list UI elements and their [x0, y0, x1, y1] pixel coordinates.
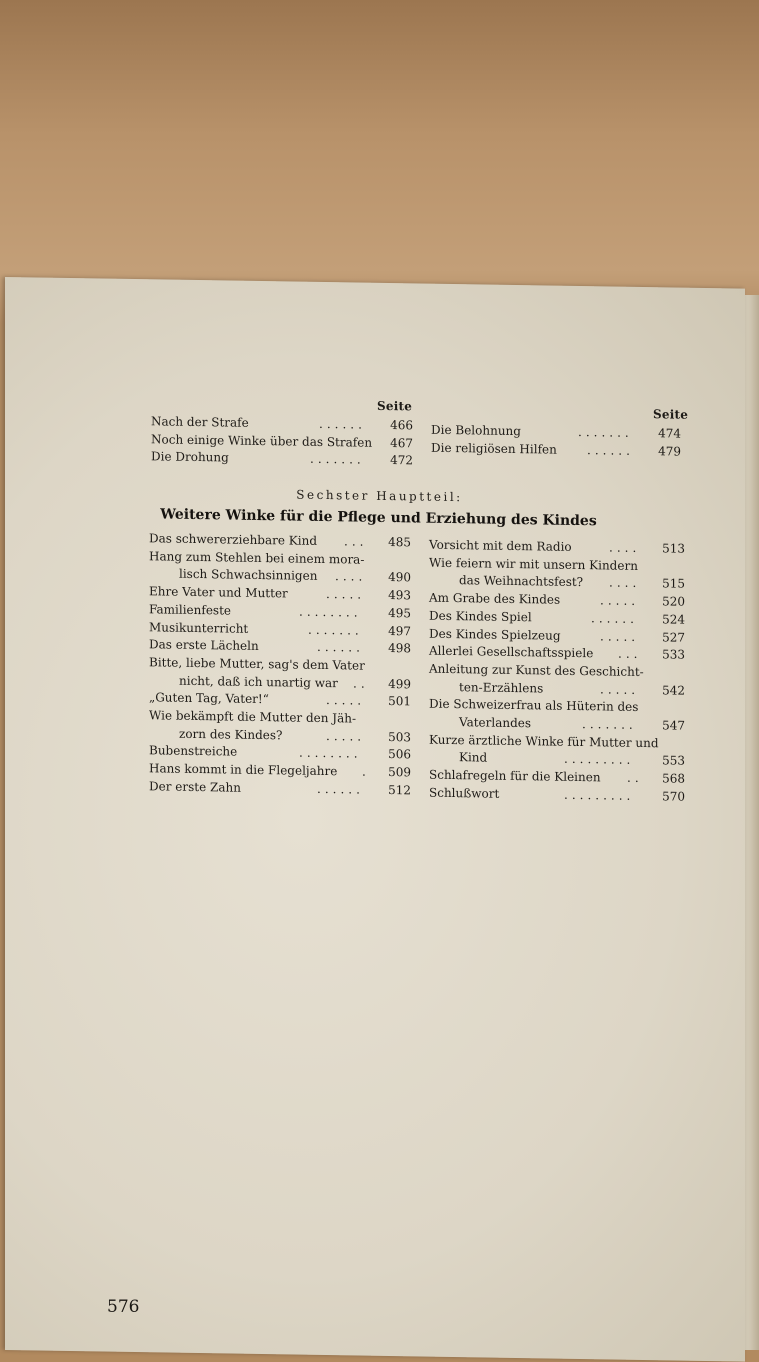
- toc-entry-title: Ehre Vater und Mutter: [149, 584, 288, 601]
- toc-entry-page-number: 547: [662, 718, 685, 733]
- toc-entry-page-number: 495: [388, 605, 411, 621]
- toc-leader-dots: .......: [578, 425, 633, 440]
- toc-entry: [149, 584, 411, 604]
- toc-entry-page-number: 520: [662, 594, 685, 609]
- toc-entry: [429, 555, 685, 575]
- toc-entry-page-number: 515: [662, 576, 685, 592]
- toc-entry-page-number: 533: [662, 647, 685, 662]
- toc-entry-title: Wie feiern wir mit unsern Kindern: [429, 555, 638, 573]
- toc-entry: [429, 715, 685, 735]
- toc-leader-dots: ....: [335, 569, 367, 585]
- toc-entry: [149, 691, 411, 711]
- toc-entry-page-number: 506: [388, 747, 411, 762]
- toc-entry-page-number: 524: [662, 612, 685, 627]
- toc-entry: [151, 432, 413, 452]
- toc-entry: [149, 549, 411, 569]
- toc-entry-page-number: 553: [662, 753, 685, 769]
- toc-entry: [149, 744, 411, 764]
- toc-entry-title: Der erste Zahn: [149, 779, 241, 795]
- toc-entry-page-number: 479: [658, 443, 681, 459]
- toc-entry-title: Das erste Lächeln: [149, 637, 259, 654]
- toc-leader-dots: ......: [317, 781, 364, 797]
- toc-entry-title: Noch einige Winke über das Strafen: [151, 431, 373, 450]
- toc-leader-dots: ......: [587, 442, 634, 458]
- toc-entry-page-number: 503: [388, 729, 411, 745]
- toc-leader-dots: .........: [564, 752, 635, 768]
- toc-entry-title: Das schwererziehbare Kind: [149, 531, 317, 548]
- toc-entry-title: Familienfeste: [149, 602, 232, 618]
- toc-entry-page-number: 485: [388, 535, 411, 550]
- toc-entry-title: Bitte, liebe Mutter, sag's dem Vater: [149, 655, 365, 673]
- toc-entry: [429, 608, 685, 628]
- toc-entry-page-number: 512: [388, 782, 411, 798]
- toc-entry-title: Die Belohnung: [431, 422, 521, 439]
- toc-entry: [429, 679, 685, 699]
- toc-entry: [149, 673, 411, 693]
- toc-entry-title: lisch Schwachsinnigen: [179, 567, 318, 584]
- toc-leader-dots: ......: [591, 611, 638, 626]
- toc-entry-title: Die Drohung: [151, 449, 229, 465]
- toc-entry: [149, 620, 411, 640]
- toc-entry: [429, 732, 685, 752]
- toc-entry-title: Allerlei Gesellschaftsspiele: [429, 643, 594, 661]
- toc-leader-dots: ........: [299, 746, 362, 761]
- toc-entry: [429, 538, 685, 558]
- toc-entry: [149, 655, 411, 675]
- toc-leader-dots: ......: [319, 416, 366, 432]
- toc-entry-title: Schlafregeln für die Kleinen: [429, 767, 601, 785]
- toc-leader-dots: .....: [326, 728, 366, 744]
- toc-entry-page-number: 513: [662, 541, 685, 556]
- book-page: [5, 277, 745, 1362]
- toc-entry-page-number: 542: [662, 682, 685, 698]
- toc-leader-dots: .....: [326, 693, 366, 708]
- toc-leader-dots: .........: [564, 787, 635, 803]
- toc-entry-title: Die Schweizerfrau als Hüterin des: [429, 696, 639, 715]
- toc-entry-title: „Guten Tag, Vater!“: [149, 690, 269, 707]
- toc-leader-dots: .......: [310, 451, 365, 467]
- toc-entry-page-number: 472: [390, 453, 413, 468]
- toc-entry-title: Schlußwort: [429, 785, 500, 801]
- toc-entry-page-number: 509: [388, 765, 411, 780]
- toc-entry-title: das Weihnachtsfest?: [459, 573, 584, 590]
- toc-entry: [429, 573, 685, 593]
- toc-leader-dots: .....: [600, 681, 640, 697]
- page-number: 576: [107, 1297, 140, 1317]
- toc-entry: [431, 440, 681, 460]
- toc-leader-dots: ..: [627, 770, 643, 786]
- toc-entry-page-number: 490: [388, 570, 411, 585]
- toc-entry-title: Kurze ärztliche Winke für Mutter und: [429, 732, 659, 750]
- toc-entry-page-number: 497: [388, 623, 411, 638]
- toc-entry-page-number: 568: [662, 771, 685, 786]
- toc-entry-page-number: 499: [388, 676, 411, 691]
- toc-leader-dots: .......: [582, 717, 637, 732]
- toc-leader-dots: ........: [299, 604, 362, 620]
- toc-leader-dots: .......: [308, 622, 363, 638]
- toc-entry: [429, 768, 685, 788]
- toc-leader-dots: ....: [609, 540, 641, 555]
- toc-entry-page-number: 527: [662, 629, 685, 645]
- toc-entry-page-number: 498: [388, 641, 411, 656]
- toc-entry: [149, 567, 411, 587]
- toc-entry-page-number: 467: [390, 435, 413, 450]
- toc-leader-dots: ......: [317, 640, 364, 655]
- toc-entry: [149, 531, 411, 551]
- toc-entry-title: Die religiösen Hilfen: [431, 440, 557, 457]
- toc-entry: [431, 423, 681, 443]
- toc-entry-title: Hans kommt in die Flegeljahre: [149, 761, 338, 779]
- toc-entry: [151, 414, 413, 434]
- toc-leader-dots: ..: [353, 676, 369, 691]
- toc-leader-dots: ...: [344, 534, 368, 549]
- toc-entry-page-number: 501: [388, 694, 411, 709]
- toc-entry-page-number: 474: [658, 426, 681, 441]
- toc-entry-title: Vaterlandes: [459, 715, 532, 731]
- toc-entry: [149, 708, 411, 728]
- toc-leader-dots: .: [362, 764, 370, 779]
- column-header-left: Seite: [377, 398, 413, 414]
- toc-entry-title: zorn des Kindes?: [179, 726, 283, 743]
- toc-entry-page-number: 466: [390, 418, 413, 433]
- toc-entry: [429, 662, 685, 682]
- toc-entry-title: Musikunterricht: [149, 619, 249, 636]
- toc-leader-dots: ...: [618, 646, 642, 662]
- toc-entry: [149, 761, 411, 781]
- toc-entry-title: Des Kindes Spiel: [429, 608, 532, 625]
- toc-leader-dots: .....: [326, 587, 366, 602]
- toc-entry-title: Hang zum Stehlen bei einem mora-: [149, 548, 365, 567]
- toc-entry-title: Vorsicht mit dem Radio: [429, 537, 572, 554]
- toc-entry: [149, 779, 411, 799]
- toc-entry-title: nicht, daß ich unartig war: [179, 673, 338, 690]
- toc-entry-title: Bubenstreiche: [149, 743, 238, 760]
- toc-entry-page-number: 570: [662, 789, 685, 804]
- section-title: Weitere Winke für die Pflege und Erziehung des Kindes: [160, 506, 597, 530]
- toc-entry: [149, 637, 411, 657]
- toc-entry: [429, 644, 685, 664]
- toc-entry-title: ten-Erzählens: [459, 679, 544, 696]
- toc-entry: [429, 591, 685, 611]
- toc-entry-title: Am Grabe des Kindes: [429, 590, 561, 607]
- column-header-right: Seite: [653, 407, 689, 422]
- toc-entry: [429, 750, 685, 770]
- toc-entry-title: Anleitung zur Kunst des Geschicht-: [429, 661, 644, 679]
- toc-leader-dots: ....: [609, 575, 641, 591]
- toc-entry: [149, 602, 411, 622]
- toc-entry-title: Wie bekämpft die Mutter den Jäh-: [149, 708, 357, 726]
- toc-entry-title: Nach der Strafe: [151, 414, 249, 430]
- toc-entry: [429, 785, 685, 805]
- part-heading: Sechster Hauptteil:: [296, 487, 463, 505]
- toc-entry: [429, 697, 685, 717]
- toc-entry-title: Des Kindes Spielzeug: [429, 626, 561, 643]
- toc-entry: [429, 626, 685, 646]
- toc-leader-dots: .....: [600, 628, 640, 644]
- toc-leader-dots: .....: [600, 593, 640, 609]
- toc-entry-title: Kind: [459, 750, 488, 765]
- toc-entry-page-number: 493: [388, 588, 411, 603]
- toc-entry: [149, 726, 411, 746]
- toc-entry: [151, 449, 413, 469]
